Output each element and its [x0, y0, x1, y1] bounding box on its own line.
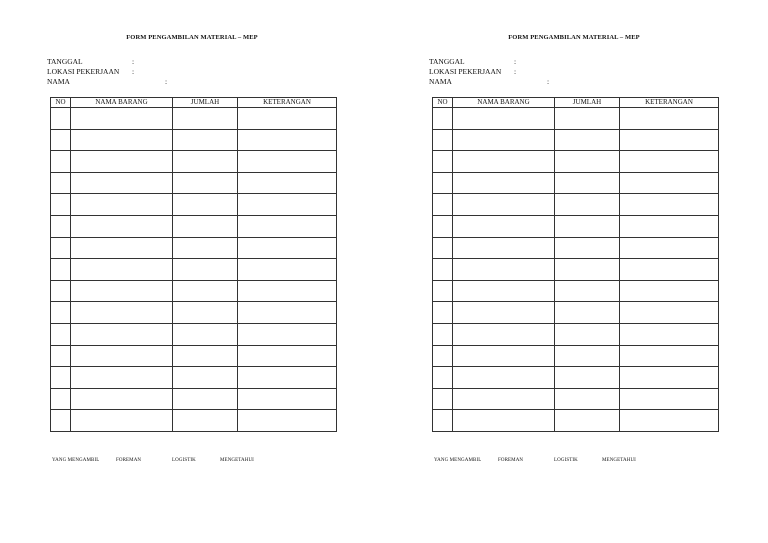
cell-keterangan[interactable]: [238, 194, 337, 216]
cell-jumlah[interactable]: [173, 108, 238, 130]
cell-keterangan[interactable]: [238, 410, 337, 432]
field-colon: :: [165, 77, 168, 86]
cell-no[interactable]: [51, 237, 71, 259]
cell-keterangan[interactable]: [620, 259, 719, 281]
cell-keterangan[interactable]: [620, 108, 719, 130]
cell-no[interactable]: [433, 345, 453, 367]
cell-jumlah[interactable]: [173, 194, 238, 216]
cell-jumlah[interactable]: [555, 302, 620, 324]
field-lokasi-pekerjaan: [429, 67, 629, 77]
table-row: [433, 237, 719, 259]
cell-nama-barang[interactable]: [71, 215, 173, 237]
table-row: [51, 388, 337, 410]
form-title: FORM PENGAMBILAN MATERIAL – MEP: [508, 34, 640, 41]
cell-jumlah[interactable]: [555, 194, 620, 216]
header-keterangan: KETERANGAN: [238, 98, 337, 108]
cell-keterangan[interactable]: [238, 323, 337, 345]
signature-foreman: FOREMAN: [498, 458, 524, 463]
signature-logistik: LOGISTIK: [554, 458, 578, 463]
form-fields: [429, 57, 629, 87]
cell-jumlah[interactable]: [555, 172, 620, 194]
material-table: [432, 97, 719, 432]
cell-keterangan[interactable]: [238, 259, 337, 281]
cell-no[interactable]: [433, 194, 453, 216]
cell-keterangan[interactable]: [620, 323, 719, 345]
cell-jumlah[interactable]: [555, 367, 620, 389]
cell-no[interactable]: [433, 108, 453, 130]
cell-keterangan[interactable]: [620, 237, 719, 259]
table-row: [433, 259, 719, 281]
cell-jumlah[interactable]: [555, 345, 620, 367]
field-label: TANGGAL: [47, 57, 83, 66]
table-row: [51, 215, 337, 237]
field-label: NAMA: [47, 77, 70, 86]
cell-no[interactable]: [51, 280, 71, 302]
cell-jumlah[interactable]: [173, 237, 238, 259]
cell-keterangan[interactable]: [620, 194, 719, 216]
field-colon: :: [514, 67, 517, 76]
cell-no[interactable]: [51, 410, 71, 432]
cell-no[interactable]: [51, 259, 71, 281]
material-table: [50, 97, 337, 432]
cell-no[interactable]: [433, 410, 453, 432]
cell-nama-barang[interactable]: [453, 172, 555, 194]
table-row: [433, 108, 719, 130]
cell-nama-barang[interactable]: [71, 108, 173, 130]
field-colon: :: [514, 57, 517, 66]
table-row: [51, 194, 337, 216]
cell-keterangan[interactable]: [238, 280, 337, 302]
table-row: [51, 323, 337, 345]
cell-no[interactable]: [51, 345, 71, 367]
cell-jumlah[interactable]: [173, 388, 238, 410]
field-nama: [429, 77, 629, 87]
cell-jumlah[interactable]: [555, 151, 620, 173]
cell-no[interactable]: [51, 388, 71, 410]
cell-no[interactable]: [433, 323, 453, 345]
header-no: NO: [433, 98, 453, 108]
cell-nama-barang[interactable]: [71, 151, 173, 173]
table-header-row: [51, 98, 337, 108]
table-row: [51, 367, 337, 389]
table-row: [433, 367, 719, 389]
cell-nama-barang[interactable]: [453, 215, 555, 237]
table-row: [433, 215, 719, 237]
table-row: [51, 410, 337, 432]
cell-jumlah[interactable]: [173, 259, 238, 281]
cell-keterangan[interactable]: [238, 215, 337, 237]
cell-no[interactable]: [433, 172, 453, 194]
cell-keterangan[interactable]: [620, 388, 719, 410]
table-row: [433, 323, 719, 345]
table-row: [51, 345, 337, 367]
cell-nama-barang[interactable]: [453, 151, 555, 173]
cell-nama-barang[interactable]: [71, 194, 173, 216]
cell-keterangan[interactable]: [238, 345, 337, 367]
cell-nama-barang[interactable]: [453, 345, 555, 367]
field-label: LOKASI PEKERJAAN: [429, 67, 502, 76]
table-row: [433, 194, 719, 216]
cell-keterangan[interactable]: [238, 302, 337, 324]
signature-foreman: FOREMAN: [116, 458, 142, 463]
cell-no[interactable]: [51, 194, 71, 216]
material-form-right: [382, 0, 766, 543]
cell-jumlah[interactable]: [555, 237, 620, 259]
cell-nama-barang[interactable]: [71, 280, 173, 302]
cell-nama-barang[interactable]: [71, 367, 173, 389]
cell-nama-barang[interactable]: [71, 172, 173, 194]
table-row: [433, 345, 719, 367]
field-label: LOKASI PEKERJAAN: [47, 67, 120, 76]
table-row: [433, 280, 719, 302]
cell-nama-barang[interactable]: [453, 388, 555, 410]
table-row: [51, 108, 337, 130]
table-row: [51, 259, 337, 281]
cell-no[interactable]: [433, 215, 453, 237]
cell-keterangan[interactable]: [620, 151, 719, 173]
field-label: NAMA: [429, 77, 452, 86]
cell-nama-barang[interactable]: [453, 323, 555, 345]
cell-jumlah[interactable]: [173, 129, 238, 151]
cell-no[interactable]: [433, 259, 453, 281]
cell-nama-barang[interactable]: [71, 302, 173, 324]
cell-no[interactable]: [51, 302, 71, 324]
cell-no[interactable]: [51, 215, 71, 237]
cell-nama-barang[interactable]: [71, 410, 173, 432]
cell-nama-barang[interactable]: [71, 129, 173, 151]
cell-jumlah[interactable]: [555, 215, 620, 237]
cell-keterangan[interactable]: [620, 215, 719, 237]
cell-jumlah[interactable]: [173, 302, 238, 324]
cell-jumlah[interactable]: [173, 215, 238, 237]
table-row: [51, 237, 337, 259]
table-row: [51, 172, 337, 194]
cell-no[interactable]: [433, 129, 453, 151]
cell-keterangan[interactable]: [238, 108, 337, 130]
field-colon: :: [132, 67, 135, 76]
cell-nama-barang[interactable]: [453, 108, 555, 130]
cell-no[interactable]: [433, 367, 453, 389]
cell-no[interactable]: [433, 302, 453, 324]
header-no: NO: [51, 98, 71, 108]
cell-nama-barang[interactable]: [453, 410, 555, 432]
cell-nama-barang[interactable]: [453, 194, 555, 216]
cell-keterangan[interactable]: [238, 367, 337, 389]
cell-keterangan[interactable]: [620, 129, 719, 151]
cell-jumlah[interactable]: [173, 410, 238, 432]
field-tanggal: [47, 57, 247, 67]
cell-nama-barang[interactable]: [71, 259, 173, 281]
cell-nama-barang[interactable]: [71, 323, 173, 345]
cell-nama-barang[interactable]: [453, 367, 555, 389]
signature-mengetahui: MENGETAHUI: [220, 458, 254, 463]
field-lokasi-pekerjaan: [47, 67, 247, 77]
table-row: [51, 129, 337, 151]
cell-no[interactable]: [433, 151, 453, 173]
cell-jumlah[interactable]: [555, 323, 620, 345]
form-fields: [47, 57, 247, 87]
table-row: [433, 129, 719, 151]
cell-no[interactable]: [51, 367, 71, 389]
cell-jumlah[interactable]: [173, 280, 238, 302]
cell-keterangan[interactable]: [238, 129, 337, 151]
table-row: [433, 388, 719, 410]
signature-yang-mengambil: YANG MENGAMBIL: [434, 458, 482, 463]
cell-keterangan[interactable]: [620, 345, 719, 367]
field-label: TANGGAL: [429, 57, 465, 66]
cell-nama-barang[interactable]: [453, 302, 555, 324]
cell-jumlah[interactable]: [555, 410, 620, 432]
table-row: [433, 302, 719, 324]
table-row: [51, 302, 337, 324]
field-nama: [47, 77, 247, 87]
cell-no[interactable]: [433, 388, 453, 410]
cell-jumlah[interactable]: [173, 367, 238, 389]
cell-keterangan[interactable]: [620, 172, 719, 194]
cell-nama-barang[interactable]: [71, 345, 173, 367]
header-jumlah: JUMLAH: [173, 98, 238, 108]
cell-keterangan[interactable]: [620, 280, 719, 302]
cell-no[interactable]: [51, 323, 71, 345]
signature-mengetahui: MENGETAHUI: [602, 458, 636, 463]
cell-no[interactable]: [433, 280, 453, 302]
field-colon: :: [547, 77, 550, 86]
cell-nama-barang[interactable]: [453, 259, 555, 281]
table-row: [433, 172, 719, 194]
table-row: [51, 280, 337, 302]
cell-nama-barang[interactable]: [71, 388, 173, 410]
cell-keterangan[interactable]: [620, 302, 719, 324]
cell-jumlah[interactable]: [555, 388, 620, 410]
table-row: [433, 151, 719, 173]
cell-keterangan[interactable]: [620, 367, 719, 389]
cell-jumlah[interactable]: [173, 345, 238, 367]
cell-jumlah[interactable]: [555, 129, 620, 151]
cell-nama-barang[interactable]: [71, 237, 173, 259]
cell-jumlah[interactable]: [173, 323, 238, 345]
table-row: [433, 410, 719, 432]
cell-jumlah[interactable]: [555, 259, 620, 281]
cell-no[interactable]: [51, 172, 71, 194]
field-tanggal: [429, 57, 629, 67]
cell-jumlah[interactable]: [555, 108, 620, 130]
header-keterangan: KETERANGAN: [620, 98, 719, 108]
table-header-row: [433, 98, 719, 108]
cell-jumlah[interactable]: [173, 151, 238, 173]
field-colon: :: [132, 57, 135, 66]
cell-no[interactable]: [51, 129, 71, 151]
cell-keterangan[interactable]: [238, 172, 337, 194]
cell-jumlah[interactable]: [173, 172, 238, 194]
cell-no[interactable]: [51, 151, 71, 173]
header-nama-barang: NAMA BARANG: [71, 98, 173, 108]
cell-nama-barang[interactable]: [453, 237, 555, 259]
signature-yang-mengambil: YANG MENGAMBIL: [52, 458, 100, 463]
signature-logistik: LOGISTIK: [172, 458, 196, 463]
cell-nama-barang[interactable]: [453, 129, 555, 151]
cell-keterangan[interactable]: [238, 151, 337, 173]
cell-no[interactable]: [433, 237, 453, 259]
cell-no[interactable]: [51, 108, 71, 130]
cell-nama-barang[interactable]: [453, 280, 555, 302]
cell-keterangan[interactable]: [620, 410, 719, 432]
cell-keterangan[interactable]: [238, 388, 337, 410]
cell-jumlah[interactable]: [555, 280, 620, 302]
form-title: FORM PENGAMBILAN MATERIAL – MEP: [126, 34, 258, 41]
table-row: [51, 151, 337, 173]
cell-keterangan[interactable]: [238, 237, 337, 259]
header-jumlah: JUMLAH: [555, 98, 620, 108]
header-nama-barang: NAMA BARANG: [453, 98, 555, 108]
